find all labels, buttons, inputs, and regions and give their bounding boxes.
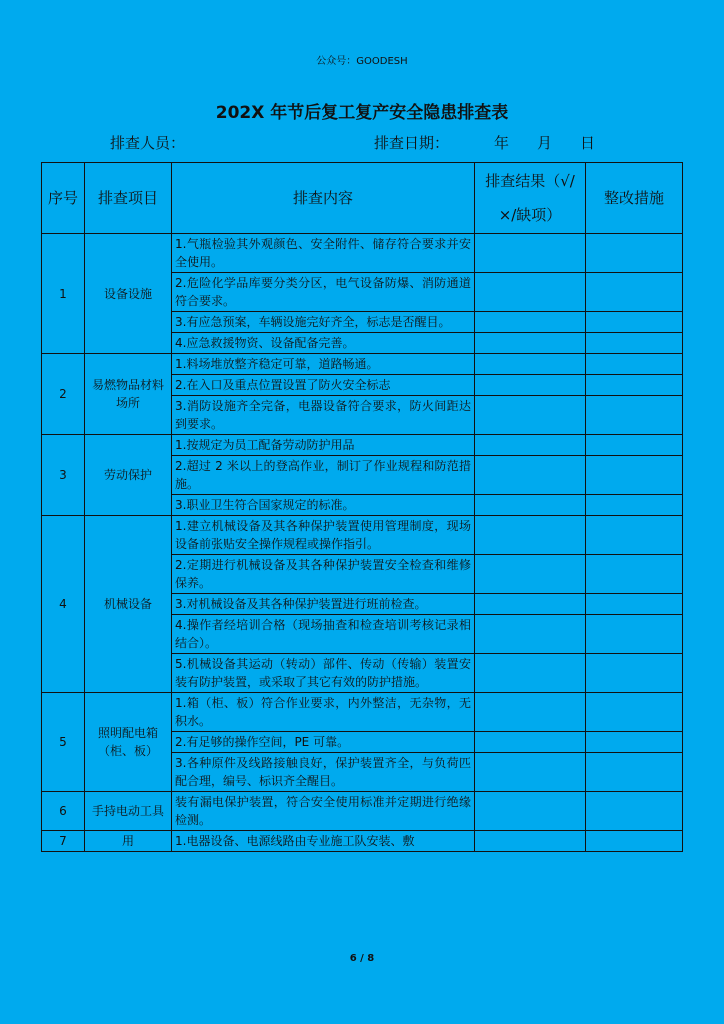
table-body: [42, 234, 683, 852]
row-number: 2: [42, 354, 85, 435]
document-title: 202X 年节后复工复产安全隐患排查表: [215, 103, 509, 123]
result-cell[interactable]: [475, 831, 586, 852]
table-row: [42, 693, 683, 732]
header-content: 排查内容: [172, 163, 475, 234]
fix-cell[interactable]: [586, 555, 683, 594]
inspection-content: 4.应急救援物资、设备配备完善。: [172, 333, 475, 354]
inspection-item: 手持电动工具: [85, 792, 172, 831]
fix-cell[interactable]: [586, 234, 683, 273]
header-fix: 整改措施: [586, 163, 683, 234]
fix-cell[interactable]: [586, 396, 683, 435]
table-row: [42, 831, 683, 852]
fix-cell[interactable]: [586, 516, 683, 555]
fix-cell[interactable]: [586, 732, 683, 753]
inspection-content: 2.在入口及重点位置设置了防火安全标志: [172, 375, 475, 396]
result-cell[interactable]: [475, 753, 586, 792]
fix-cell[interactable]: [586, 615, 683, 654]
result-cell[interactable]: [475, 495, 586, 516]
row-number: 5: [42, 693, 85, 792]
result-cell[interactable]: [475, 396, 586, 435]
day-label: 日: [580, 134, 596, 152]
result-cell[interactable]: [475, 693, 586, 732]
result-cell[interactable]: [475, 594, 586, 615]
inspector-label: 排查人员：: [110, 134, 186, 152]
result-cell[interactable]: [475, 375, 586, 396]
row-number: 6: [42, 792, 85, 831]
fix-cell[interactable]: [586, 693, 683, 732]
year-label: 年: [494, 134, 510, 152]
fix-cell[interactable]: [586, 594, 683, 615]
result-cell[interactable]: [475, 435, 586, 456]
row-number: 3: [42, 435, 85, 516]
inspection-content: 3.职业卫生符合国家规定的标准。: [172, 495, 475, 516]
row-number: 1: [42, 234, 85, 354]
inspection-content: 1.按规定为员工配备劳动防护用品: [172, 435, 475, 456]
result-cell[interactable]: [475, 792, 586, 831]
inspection-item: 用: [85, 831, 172, 852]
header-seq: 序号: [42, 163, 85, 234]
result-cell[interactable]: [475, 555, 586, 594]
table-header-row: [42, 163, 683, 234]
inspection-content: 2.有足够的操作空间，PE 可靠。: [172, 732, 475, 753]
fix-cell[interactable]: [586, 654, 683, 693]
result-cell[interactable]: [475, 615, 586, 654]
inspection-content: 5.机械设备其运动（转动）部件、传动（传输）装置安装有防护装置，或采取了其它有效的防护措施。: [172, 654, 475, 693]
fix-cell[interactable]: [586, 312, 683, 333]
inspection-content: 2.定期进行机械设备及其各种保护装置安全检查和维修保养。: [172, 555, 475, 594]
result-cell[interactable]: [475, 234, 586, 273]
row-number: 4: [42, 516, 85, 693]
table-row: [42, 354, 683, 375]
inspection-content: 4.操作者经培训合格（现场抽查和检查培训考核记录相结合）。: [172, 615, 475, 654]
fix-cell[interactable]: [586, 792, 683, 831]
inspection-content: 2.超过 2 米以上的登高作业，制订了作业规程和防范措施。: [172, 456, 475, 495]
result-cell[interactable]: [475, 333, 586, 354]
inspection-table: [41, 162, 683, 852]
fix-cell[interactable]: [586, 333, 683, 354]
month-label: 月: [537, 134, 553, 152]
fix-cell[interactable]: [586, 354, 683, 375]
result-cell[interactable]: [475, 273, 586, 312]
inspection-content: 3.各种原件及线路接触良好，保护装置齐全，与负荷匹配合理，编号、标识齐全醒目。: [172, 753, 475, 792]
table-row: [42, 516, 683, 555]
fix-cell[interactable]: [586, 456, 683, 495]
inspection-item: 照明配电箱（柜、板）: [85, 693, 172, 792]
table-row: [42, 234, 683, 273]
fix-cell[interactable]: [586, 435, 683, 456]
date-label: 排查日期：: [374, 134, 450, 152]
inspection-content: 3.有应急预案，车辆设施完好齐全，标志是否醒目。: [172, 312, 475, 333]
table-row: [42, 435, 683, 456]
inspection-content: 1.气瓶检验其外观颜色、安全附件、储存符合要求并安全使用。: [172, 234, 475, 273]
inspection-item: 劳动保护: [85, 435, 172, 516]
inspection-content: 1.料场堆放整齐稳定可靠，道路畅通。: [172, 354, 475, 375]
page-header: 公众号：GOODESH: [316, 56, 408, 67]
inspection-item: 机械设备: [85, 516, 172, 693]
header-item: 排查项目: [85, 163, 172, 234]
inspection-content: 3.消防设施齐全完备，电器设备符合要求，防火间距达到要求。: [172, 396, 475, 435]
inspection-content: 1.箱（柜、板）符合作业要求，内外整洁，无杂物，无积水。: [172, 693, 475, 732]
inspection-content: 1.建立机械设备及其各种保护装置使用管理制度，现场设备前张贴安全操作规程或操作指引。: [172, 516, 475, 555]
inspection-item: 易燃物品材料场所: [85, 354, 172, 435]
fix-cell[interactable]: [586, 495, 683, 516]
result-cell[interactable]: [475, 732, 586, 753]
inspection-content: 1.电器设备、电源线路由专业施工队安装、敷: [172, 831, 475, 852]
result-cell[interactable]: [475, 354, 586, 375]
fix-cell[interactable]: [586, 375, 683, 396]
header-result: 排查结果（√/×/缺项）: [475, 163, 586, 234]
result-cell[interactable]: [475, 456, 586, 495]
fix-cell[interactable]: [586, 273, 683, 312]
page-number: 6 / 8: [349, 953, 375, 964]
table-row: [42, 792, 683, 831]
result-cell[interactable]: [475, 516, 586, 555]
inspection-content: 3.对机械设备及其各种保护装置进行班前检查。: [172, 594, 475, 615]
row-number: 7: [42, 831, 85, 852]
fix-cell[interactable]: [586, 831, 683, 852]
inspection-content: 2.危险化学品库要分类分区，电气设备防爆、消防通道符合要求。: [172, 273, 475, 312]
inspection-item: 设备设施: [85, 234, 172, 354]
result-cell[interactable]: [475, 654, 586, 693]
fix-cell[interactable]: [586, 753, 683, 792]
result-cell[interactable]: [475, 312, 586, 333]
inspection-content: 装有漏电保护装置，符合安全使用标准并定期进行绝缘检测。: [172, 792, 475, 831]
